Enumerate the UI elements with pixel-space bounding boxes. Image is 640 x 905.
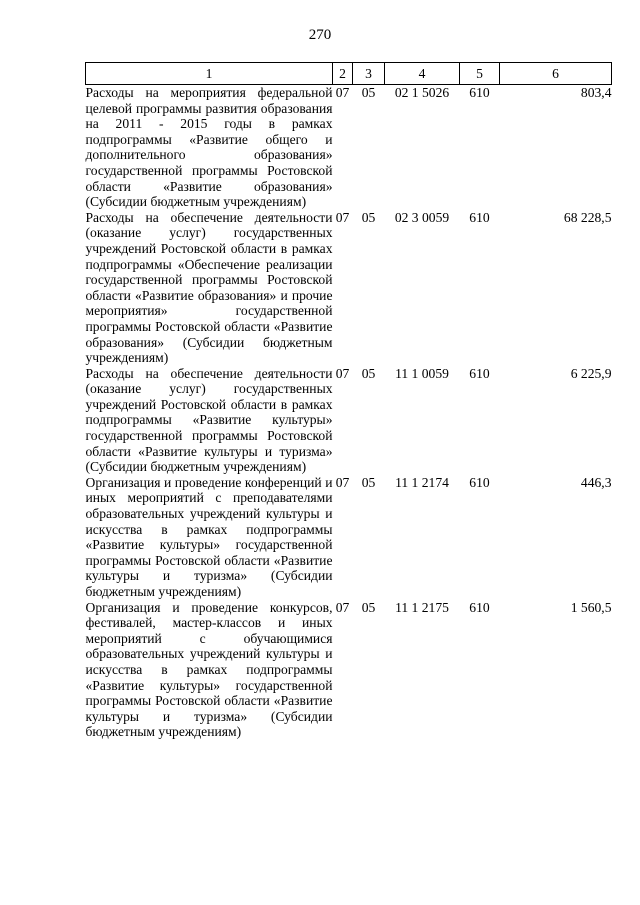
target-article-code: 11 1 2175: [395, 599, 449, 615]
subsection-code: 05: [361, 599, 376, 615]
subsection-code: 05: [361, 474, 376, 490]
table-row: [86, 366, 612, 475]
amount: 803,4: [580, 85, 612, 100]
section-code: 07: [335, 474, 350, 490]
target-article-code: 11 1 0059: [395, 365, 449, 381]
expense-description: Расходы на мероприятия федеральной целевой программы развития образования на 2011 - 2015 годы в рамках подпрограммы «Развитие общего и дополнительного образования» государственной программы Ростовской области «Развитие образования» (Субсидии бюджетным учреждениям): [85, 85, 333, 210]
target-article-code: 02 1 5026: [394, 85, 450, 100]
table-header: [86, 63, 612, 85]
expense-description: Организация и проведение конкурсов, фестивалей, мастер-классов и иных мероприятий с обучающимися образовательных учреждений культуры и искусства в рамках подпрограммы «Развитие культуры» государственной программы Ростовской области «Развитие культуры и туризма» (Субсидии бюджетным учреждениям): [85, 599, 333, 740]
amount: 1 560,5: [570, 599, 612, 615]
amount: 446,3: [580, 474, 612, 490]
subsection-code: 05: [361, 85, 376, 100]
expense-type-code: 610: [469, 365, 490, 381]
table-row: [86, 475, 612, 600]
column-header-4: 4: [385, 63, 460, 85]
budget-table: [85, 62, 612, 740]
expense-description: Расходы на обеспечение деятельности (оказание услуг) государственных учреждений Ростовской области в рамках подпрограммы «Обеспечение реализации государственной программы Ростовской области «Развитие образования» и прочие мероприятия» государственной программы Ростовской области «Развитие образования» (Субсидии бюджетным учреждениям): [85, 209, 333, 366]
target-article-code: 02 3 0059: [394, 209, 450, 225]
section-code: 07: [335, 599, 350, 615]
expense-type-code: 610: [469, 209, 490, 225]
section-code: 07: [335, 85, 350, 100]
amount: 6 225,9: [570, 365, 612, 381]
table-row: [86, 210, 612, 366]
page-number: 270: [308, 27, 332, 43]
column-header-6: 6: [500, 63, 612, 85]
target-article-code: 11 1 2174: [395, 474, 449, 490]
expense-description: Организация и проведение конференций и иных мероприятий с преподавателями образовательных учреждений культуры и искусства в рамках подпрограммы «Развитие культуры» государственной программы Ростовской области «Развитие культуры и туризма» (Субсидии бюджетным учреждениям): [85, 474, 333, 599]
table-body: [86, 85, 612, 740]
amount: 68 228,5: [563, 209, 612, 225]
column-header-2: 2: [333, 63, 353, 85]
column-header-5: 5: [460, 63, 500, 85]
table-row: [86, 600, 612, 740]
header-row: [86, 63, 612, 85]
table-row: [86, 85, 612, 210]
column-header-1: 1: [86, 63, 333, 85]
column-header-3: 3: [353, 63, 385, 85]
expense-type-code: 610: [469, 599, 490, 615]
subsection-code: 05: [361, 209, 376, 225]
section-code: 07: [335, 365, 350, 381]
expense-type-code: 610: [469, 474, 490, 490]
expense-description: Расходы на обеспечение деятельности (оказание услуг) государственных учреждений Ростовской области в рамках подпрограммы «Развитие культуры» государственной программы Ростовской области «Развитие культуры и туризма» (Субсидии бюджетным учреждениям): [85, 365, 333, 475]
subsection-code: 05: [361, 365, 376, 381]
section-code: 07: [335, 209, 350, 225]
expense-type-code: 610: [469, 85, 490, 100]
